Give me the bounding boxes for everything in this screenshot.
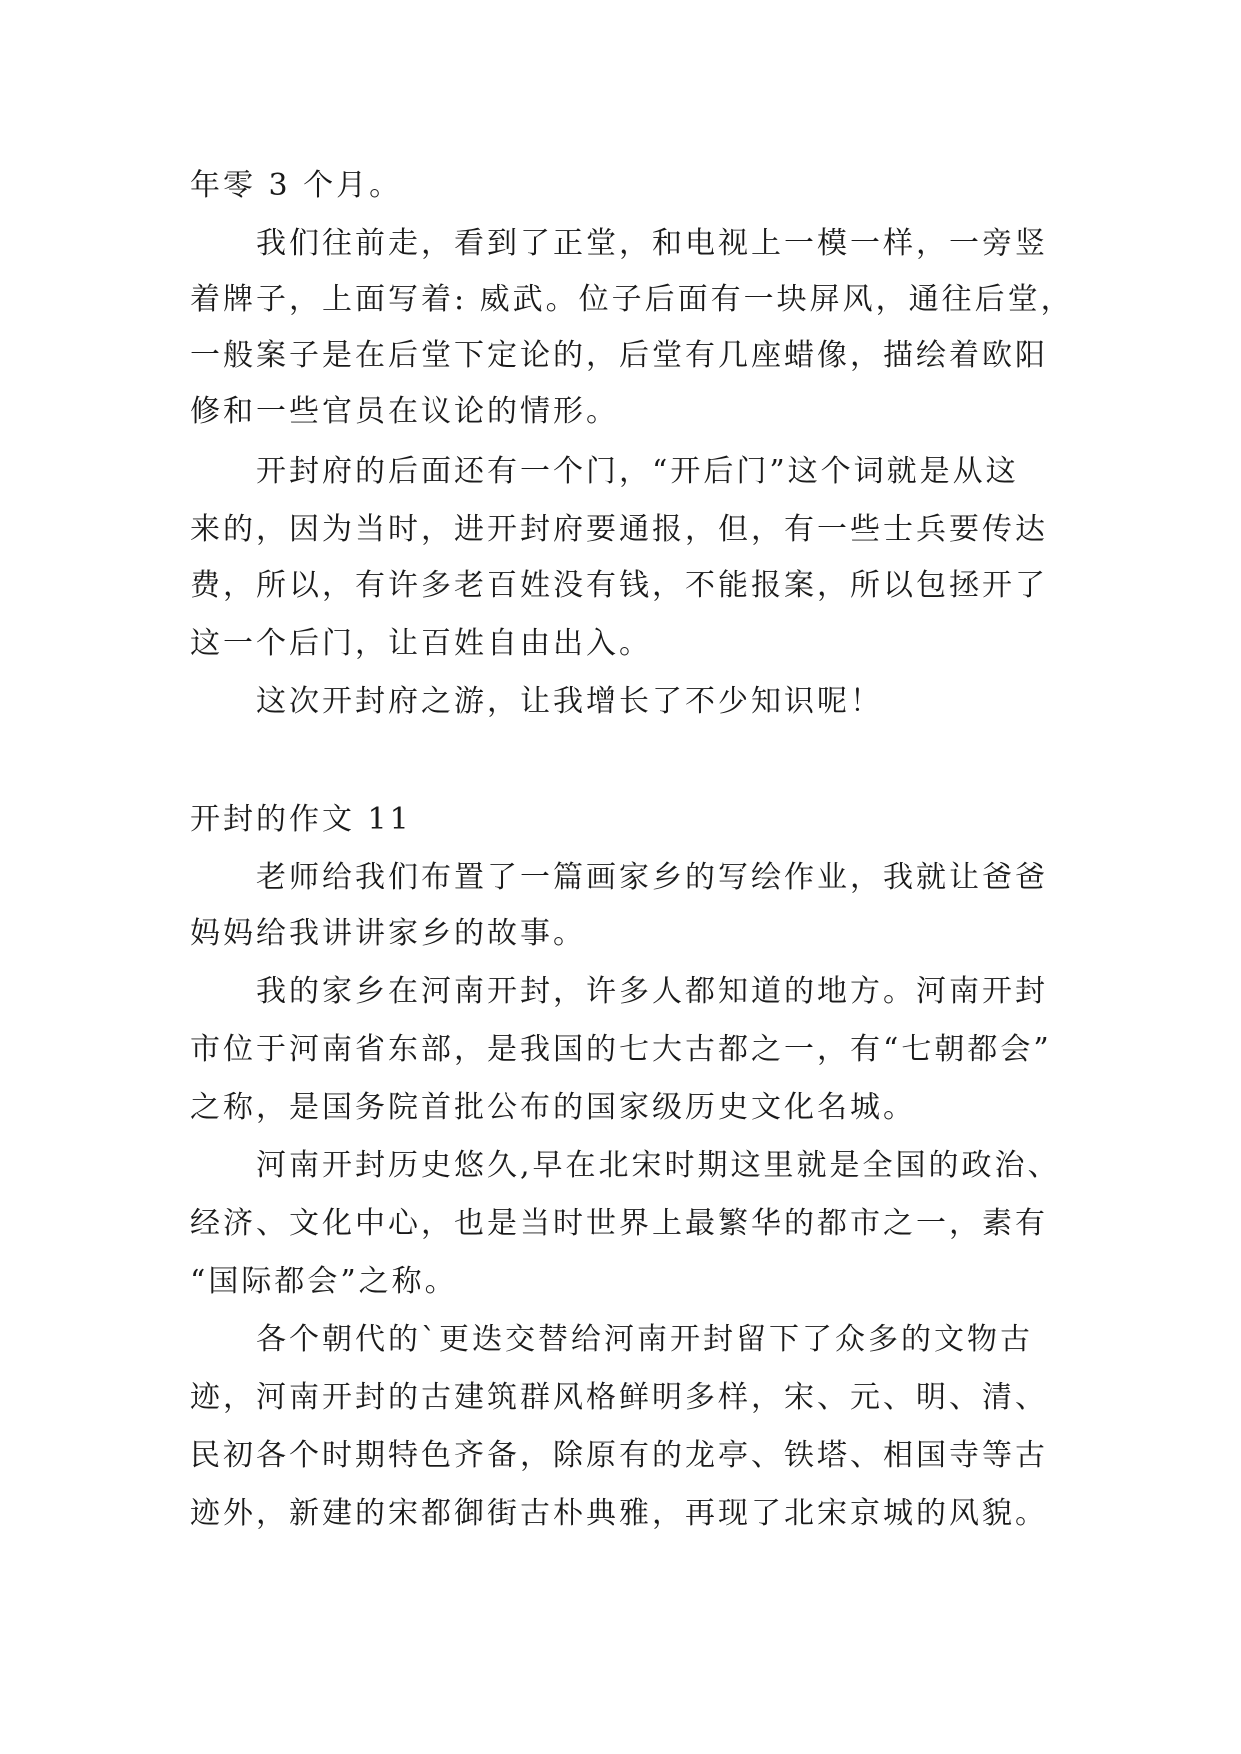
paragraph-line: 之称，是国务院首批公布的国家级历史文化名城。 bbox=[190, 1090, 916, 1125]
section-title: 开封的作文 11 bbox=[190, 802, 412, 837]
paragraph-line: 市位于河南省东部，是我国的七大古都之一，有“七朝都会” bbox=[190, 1032, 1052, 1067]
paragraph-line: 经济、文化中心，也是当时世界上最繁华的都市之一，素有 bbox=[190, 1206, 1048, 1241]
paragraph-line: 河南开封历史悠久,早在北宋时期这里就是全国的政治、 bbox=[256, 1148, 1061, 1183]
paragraph-line: 迹外，新建的宋都御街古朴典雅，再现了北宋京城的风貌。 bbox=[190, 1496, 1048, 1531]
paragraph-line: 一般案子是在后堂下定论的，后堂有几座蜡像，描绘着欧阳 bbox=[190, 338, 1048, 373]
paragraph-line: 年零 3 个月。 bbox=[190, 168, 403, 203]
paragraph-line: 开封府的后面还有一个门，“开后门”这个词就是从这 bbox=[256, 454, 1019, 489]
paragraph-line: 这一个后门，让百姓自由出入。 bbox=[190, 626, 652, 661]
paragraph-line: 来的，因为当时，进开封府要通报，但，有一些士兵要传达 bbox=[190, 512, 1048, 547]
paragraph-line: 着牌子，上面写着: 威武。位子后面有一块屏风，通往后堂， bbox=[190, 282, 1074, 317]
paragraph-line: 老师给我们布置了一篇画家乡的写绘作业，我就让爸爸 bbox=[256, 860, 1048, 895]
paragraph-line: 妈妈给我讲讲家乡的故事。 bbox=[190, 916, 586, 951]
paragraph-line: 费，所以，有许多老百姓没有钱，不能报案，所以包拯开了 bbox=[190, 568, 1048, 603]
paragraph-line: 我们往前走，看到了正堂，和电视上一模一样，一旁竖 bbox=[256, 226, 1048, 261]
paragraph-line: “国际都会”之称。 bbox=[190, 1264, 458, 1299]
paragraph-line: 修和一些官员在议论的情形。 bbox=[190, 394, 619, 429]
paragraph-line: 我的家乡在河南开封，许多人都知道的地方。河南开封 bbox=[256, 974, 1048, 1009]
paragraph-line: 各个朝代的`更迭交替给河南开封留下了众多的文物古 bbox=[256, 1322, 1033, 1357]
paragraph-line: 这次开封府之游，让我增长了不少知识呢！ bbox=[256, 684, 883, 719]
paragraph-line: 迹，河南开封的古建筑群风格鲜明多样，宋、元、明、清、 bbox=[190, 1380, 1048, 1415]
paragraph-line: 民初各个时期特色齐备，除原有的龙亭、铁塔、相国寺等古 bbox=[190, 1438, 1048, 1473]
